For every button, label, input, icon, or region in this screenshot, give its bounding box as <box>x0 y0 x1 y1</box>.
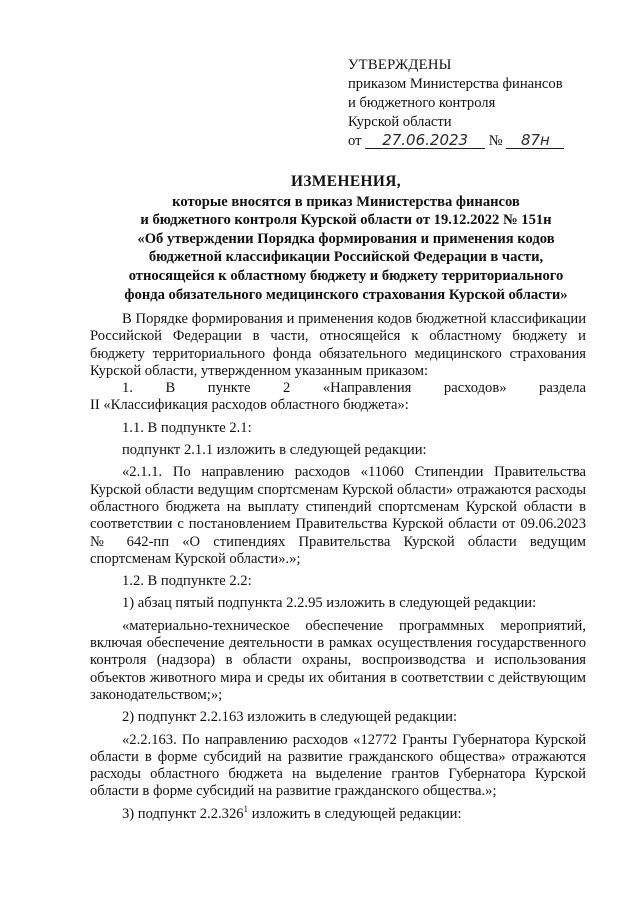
intro-paragraph: В Порядке формирования и применения кодов бюджетной классификации Российской Федерации в части, относящейся к областному бюджету и бюджету территориального фонда обязательного медицинского страхования Курской области, утвержденном указанным приказом: <box>90 311 586 379</box>
approval-line-1: приказом Министерства финансов <box>348 76 563 92</box>
approval-title: УТВЕРЖДЕНЫ <box>348 57 452 73</box>
approval-stamp <box>348 56 618 151</box>
quote-2-2-163: «2.2.163. По направлению расходов «12772 Гранты Губернатора Курской области в форме субсидий на развитие гражданского общества» отражаются расходы областного бюджета на выделение грантов Губернатора Курской области в форме субсидий на развитие гражданского общества.»; <box>90 731 586 800</box>
item-1-line-1: 1. В пункте 2 «Направления расходов» раздела <box>122 380 586 397</box>
quote-2-2-95: «материально-техническое обеспечение программных мероприятий, включая обеспечение деятельности в рамках осуществления государственного контроля (надзора) в области охраны, воспроизводства и использования объектов животного мира и среды их обитания в соответствии с действующим законодательством;»; <box>90 617 586 703</box>
item-1-1: 1.1. В подпункте 2.1: <box>122 419 252 436</box>
sub-item-3-prefix: 3) подпункт 2.2.326 <box>122 805 244 822</box>
sub-item-3-superscript: 1 <box>243 803 249 814</box>
approval-line-3: Курской области <box>348 114 452 130</box>
quote-2-1-1: «2.1.1. По направлению расходов «11060 Стипендии Правительства Курской области ведущим спортсменам Курской области» отражаются расходы областного бюджета на выплату стипендий спортсменам Курской области в соответствии с постановлением Правительства Курской области от 09.06.2023 № 642-пп «О стипендиях Правительства Курской области ведущим спортсменам Курской области».»; <box>90 464 586 567</box>
sub-item-3 <box>90 803 586 823</box>
sub-item-1: 1) абзац пятый подпункта 2.2.95 изложить в следующей редакции: <box>122 595 537 612</box>
heading-line-5: относящейся к областному бюджету и бюджету территориального <box>128 267 564 284</box>
handwritten-date: 27.06.2023 <box>365 132 485 149</box>
heading-line-1: которые вносятся в приказ Министерства финансов <box>172 193 520 210</box>
document-body <box>90 311 586 823</box>
sub-item-3-suffix: изложить в следующей редакции: <box>248 805 462 822</box>
approval-date-line <box>348 132 618 151</box>
from-label: от <box>348 133 362 149</box>
handwritten-number: 87н <box>506 132 564 149</box>
item-1-2: 1.2. В подпункте 2.2: <box>122 573 252 590</box>
heading-line-4: бюджетной классификации Российской Федерации в части, <box>148 249 544 266</box>
document-heading <box>86 173 606 304</box>
heading-title: ИЗМЕНЕНИЯ, <box>290 173 402 190</box>
heading-line-2: и бюджетного контроля Курской области от 19.12.2022 № 151н <box>140 212 552 229</box>
number-label: № <box>488 133 503 149</box>
sub-item-2: 2) подпункт 2.2.163 изложить в следующей редакции: <box>122 709 457 726</box>
item-1-line-2: II «Классификация расходов областного бюджета»: <box>90 397 409 414</box>
heading-line-3: «Об утверждении Порядка формирования и применения кодов <box>137 230 555 247</box>
item-1-1-text: подпункт 2.1.1 изложить в следующей редакции: <box>122 442 427 459</box>
approval-line-2: и бюджетного контроля <box>348 95 496 111</box>
heading-line-6: фонда обязательного медицинского страхования Курской области» <box>124 286 568 303</box>
